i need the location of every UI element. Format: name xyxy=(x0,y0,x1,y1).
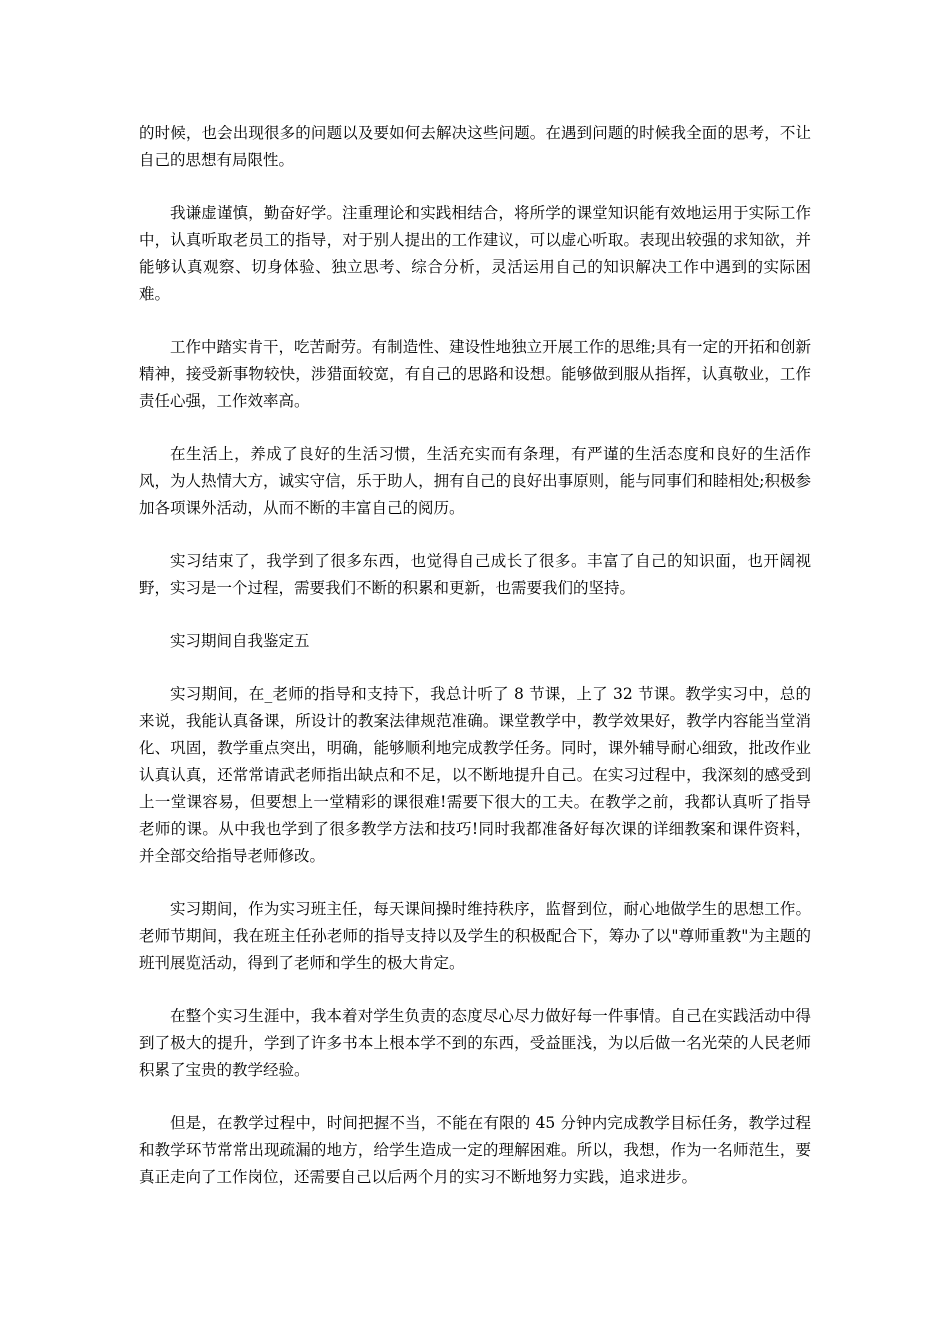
document-page xyxy=(139,120,811,1217)
paragraph-9: 但是，在教学过程中，时间把握不当，不能在有限的 45 分钟内完成教学目标任务，教学过程和教学环节常常出现疏漏的地方，给学生造成一定的理解困难。所以，我想，作为一名师范生，要真正走向了工作岗位，还需要自己以后两个月的实习不断地努力实践，追求进步。 xyxy=(139,1114,811,1186)
paragraph-5: 实习结束了，我学到了很多东西，也觉得自己成长了很多。丰富了自己的知识面，也开阔视野，实习是一个过程，需要我们不断的积累和更新，也需要我们的坚持。 xyxy=(139,552,811,597)
paragraph-4: 在生活上，养成了良好的生活习惯，生活充实而有条理，有严谨的生活态度和良好的生活作风，为人热情大方，诚实守信，乐于助人，拥有自己的良好出事原则，能与同事们和睦相处;积极参加各项课外活动，从而不断的丰富自己的阅历。 xyxy=(139,445,811,517)
paragraph-2: 我谦虚谨慎，勤奋好学。注重理论和实践相结合，将所学的课堂知识能有效地运用于实际工作中，认真听取老员工的指导，对于别人提出的工作建议，可以虚心听取。表现出较强的求知欲，并能够认真观察、切身体验、独立思考、综合分析，灵活运用自己的知识解决工作中遇到的实际困难。 xyxy=(139,204,811,303)
paragraph-8: 在整个实习生涯中，我本着对学生负责的态度尽心尽力做好每一件事情。自己在实践活动中得到了极大的提升，学到了许多书本上根本学不到的东西，受益匪浅，为以后做一名光荣的人民老师积累了宝贵的教学经验。 xyxy=(139,1007,811,1079)
section-heading: 实习期间自我鉴定五 xyxy=(170,632,310,650)
paragraph-3: 工作中踏实肯干，吃苦耐劳。有制造性、建设性地独立开展工作的思维;具有一定的开拓和创新精神，接受新事物较快，涉猎面较宽，有自己的思路和设想。能够做到服从指挥，认真敬业，工作责任心强，工作效率高。 xyxy=(139,338,811,410)
paragraph-6: 实习期间，在_老师的指导和支持下，我总计听了 8 节课，上了 32 节课。教学实习中，总的来说，我能认真备课，所设计的教案法律规范准确。课堂教学中，教学效果好，教学内容能当堂消化、巩固，教学重点突出，明确，能够顺利地完成教学任务。同时，课外辅导耐心细致，批改作业认真认真，还常常请武老师指出缺点和不足，以不断地提升自己。在实习过程中，我深刻的感受到上一堂课容易，但要想上一堂精彩的课很难!需要下很大的工夫。在教学之前，我都认真听了指导老师的课。从中我也学到了很多教学方法和技巧!同时我都准备好每次课的详细教案和课件资料，并全部交给指导老师修改。 xyxy=(139,685,811,865)
paragraph-1: 的时候，也会出现很多的问题以及要如何去解决这些问题。在遇到问题的时候我全面的思考，不让自己的思想有局限性。 xyxy=(139,124,811,169)
paragraph-7: 实习期间，作为实习班主任，每天课间操时维持秩序，监督到位，耐心地做学生的思想工作。老师节期间，我在班主任孙老师的指导支持以及学生的积极配合下，筹办了以"尊师重教"为主题的班刊展览活动，得到了老师和学生的极大肯定。 xyxy=(139,900,811,972)
